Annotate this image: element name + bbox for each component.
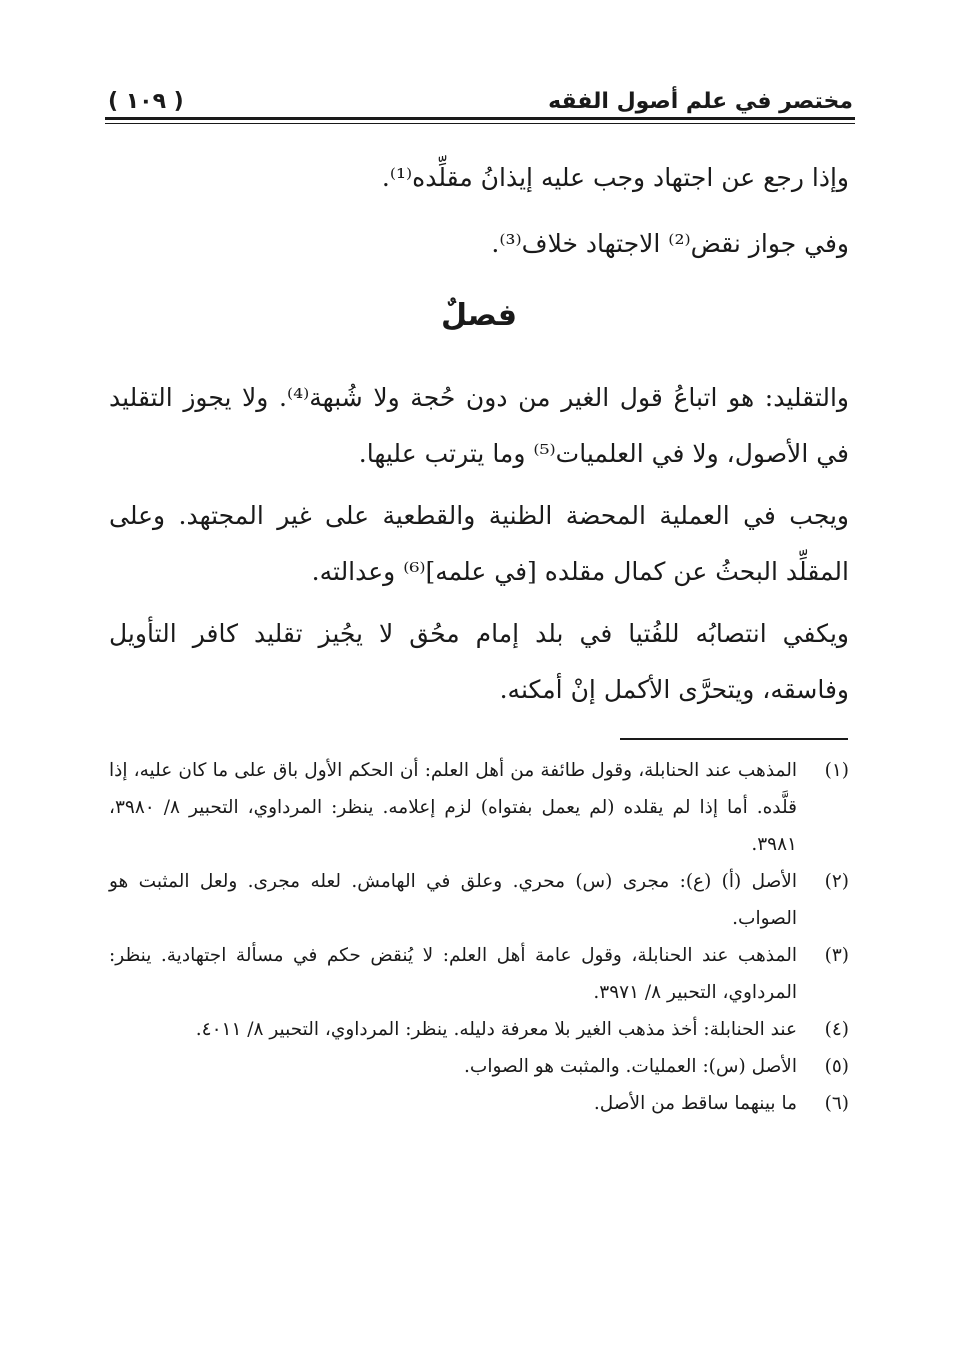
footnote-number: (٥) <box>824 1056 849 1077</box>
footnote-number: (٢) <box>824 871 849 892</box>
header-rule-thin <box>105 123 855 124</box>
section-heading: فصلٌ <box>441 298 517 333</box>
footnote-number: (٦) <box>824 1093 849 1114</box>
paragraph-taqlid-obligation: ويجب في العملية المحضة الظنية والقطعية على غير المجتهد. وعلى المقلِّد البحثُ عن كمال مقلده [في علمه]⁽⁶⁾ وعدالته. <box>109 501 849 586</box>
footnote-6 <box>109 1085 849 1122</box>
footnote-text: المذهب عند الحنابلة، وقول طائفة من أهل العلم: أن الحكم الأول باق على ما كان عليه، إذا قلَّده. أما إذا لم يقلده (لم يعمل بفتواه) لزم إعلامه. ينظر: المرداوي، التحبير ٨/ ٣٩٨٠، ٣٩٨١. <box>109 760 797 855</box>
paragraph-ijtihad-return: وإذا رجع عن اجتهاد وجب عليه إيذانُ مقلِّده⁽¹⁾. <box>381 163 849 192</box>
page-number: ( ١٠٩ ) <box>108 89 184 114</box>
main-text <box>109 150 849 724</box>
footnote-4 <box>109 1011 849 1048</box>
footnote-1 <box>109 752 849 863</box>
header-rule-thick <box>105 117 855 120</box>
footnote-text: الأصل (س): العمليات. والمثبت هو الصواب. <box>464 1056 797 1077</box>
paragraph-ijtihad-reversal: وفي جواز نقض⁽²⁾ الاجتهاد خلاف⁽³⁾. <box>491 229 849 258</box>
footnote-2 <box>109 863 849 937</box>
footnote-5 <box>109 1048 849 1085</box>
footnote-text: الأصل (أ) (ع): مجرى (س) محري. وعلق في الهامش. لعله مجرى. ولعل المثبت هو الصواب. <box>109 871 797 929</box>
footnote-number: (٤) <box>824 1019 849 1040</box>
footnote-text: المذهب عند الحنابلة، وقول عامة أهل العلم: لا يُنقض حكم في مسألة اجتهادية. ينظر: المرداوي، التحبير ٨/ ٣٩٧١. <box>109 945 797 1003</box>
footnote-text: عند الحنابلة: أخذ مذهب الغير بلا معرفة دليله. ينظر: المرداوي، التحبير ٨/ ٤٠١١. <box>195 1019 797 1040</box>
paragraph-taqlid-sufficiency: ويكفي انتصابُه للفُتيا في بلد إمام محُق لا يجُيز تقليد كافر التأويل وفاسقه، ويتحرَّى الأكمل إنْ أمكنه. <box>109 619 849 704</box>
footnote-text: ما بينهما ساقط من الأصل. <box>593 1093 797 1114</box>
footnote-3 <box>109 937 849 1011</box>
footnote-number: (٣) <box>824 945 849 966</box>
running-title: مختصر في علم أصول الفقه <box>548 89 853 114</box>
paragraph-taqlid-definition: والتقليد: هو اتباعُ قول الغير من دون حُجة ولا شُبهة⁽⁴⁾. ولا يجوز التقليد في الأصول، ولا في العلميات⁽⁵⁾ وما يترتب عليها. <box>109 383 849 468</box>
footnote-separator <box>620 738 848 740</box>
footnotes <box>109 752 849 1122</box>
page-header <box>108 78 853 114</box>
footnote-number: (١) <box>824 760 849 781</box>
